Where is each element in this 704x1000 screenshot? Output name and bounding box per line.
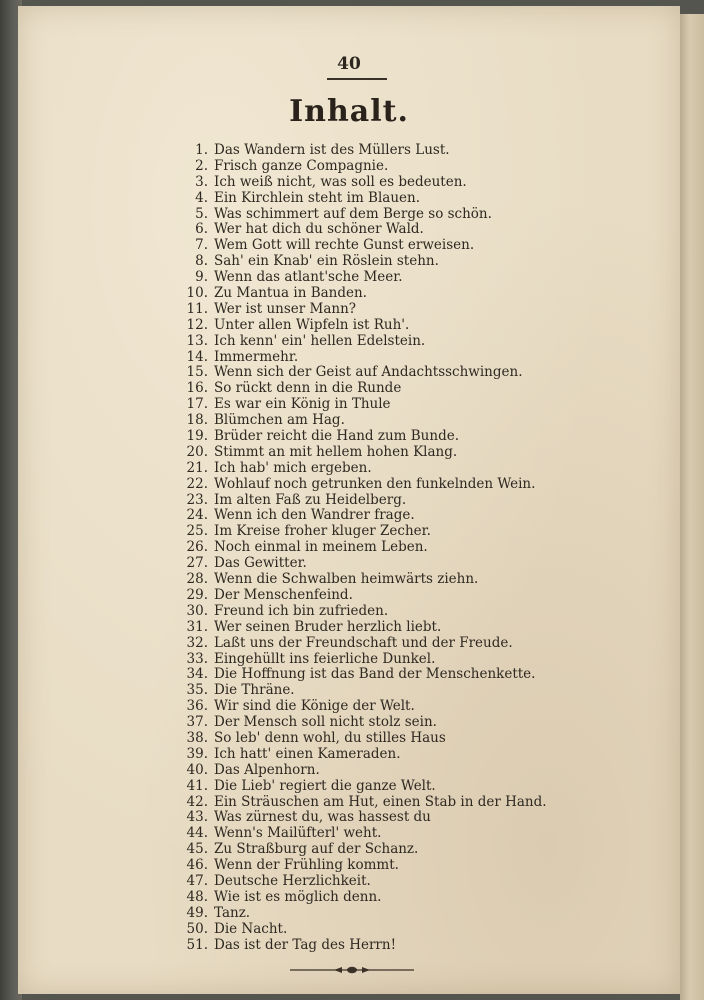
toc-entry-number: 10. — [186, 285, 208, 302]
toc-entry-title: Wer seinen Bruder herzlich liebt. — [214, 618, 442, 635]
book-page — [18, 6, 680, 994]
toc-entry-title: Es war ein König in Thule — [214, 396, 391, 413]
toc-entry-title: Laßt uns der Freundschaft und der Freude. — [214, 634, 513, 651]
toc-entry-title: Eingehüllt ins feierliche Dunkel. — [214, 650, 436, 667]
toc-entry — [166, 493, 646, 509]
decorative-ornament — [290, 964, 414, 976]
toc-entry-number: 23. — [186, 491, 208, 508]
toc-entry — [166, 477, 646, 493]
toc-entry-title: Ich weiß nicht, was soll es bedeuten. — [214, 173, 467, 190]
toc-entry-number: 17. — [186, 396, 208, 413]
page-number: 40 — [337, 54, 361, 74]
toc-entry-number: 40. — [186, 761, 208, 778]
toc-entry — [166, 350, 646, 366]
toc-entry-number: 26. — [186, 539, 208, 556]
toc-entry-number: 28. — [186, 571, 208, 588]
toc-entry-title: Wie ist es möglich denn. — [214, 888, 382, 905]
toc-entry-number: 39. — [186, 745, 208, 762]
toc-entry — [166, 779, 646, 795]
toc-entry-number: 30. — [186, 602, 208, 619]
toc-entry-title: Tanz. — [214, 904, 251, 921]
toc-entry-title: Wenn's Mailüfterl' weht. — [214, 825, 382, 842]
toc-entry-number: 24. — [186, 507, 208, 524]
toc-entry-number: 45. — [186, 841, 208, 858]
toc-entry-number: 2. — [195, 157, 208, 174]
toc-entry-title: Wem Gott will rechte Gunst erweisen. — [214, 237, 475, 254]
toc-entry-title: Das Alpenhorn. — [214, 761, 320, 778]
toc-entry-title: Immermehr. — [214, 348, 299, 365]
toc-entry — [166, 842, 646, 858]
toc-entry — [166, 922, 646, 938]
toc-entry — [166, 699, 646, 715]
toc-entry-title: Das Wandern ist des Müllers Lust. — [214, 142, 450, 158]
toc-entry-title: So leb' denn wohl, du stilles Haus — [214, 729, 446, 746]
toc-entry — [166, 826, 646, 842]
toc-entry-title: Die Lieb' regiert die ganze Welt. — [214, 777, 436, 794]
toc-entry — [166, 334, 646, 350]
toc-entry — [166, 413, 646, 429]
toc-entry-number: 21. — [186, 459, 208, 476]
toc-entry-number: 36. — [186, 698, 208, 715]
toc-entry-title: Was schimmert auf dem Berge so schön. — [214, 205, 492, 222]
toc-entry-number: 3. — [195, 173, 208, 190]
toc-entry — [166, 238, 646, 254]
toc-entry — [166, 302, 646, 318]
toc-entry-number: 6. — [195, 221, 208, 238]
toc-entry-number: 19. — [186, 428, 208, 445]
toc-entry — [166, 683, 646, 699]
toc-entry-number: 42. — [186, 793, 208, 810]
toc-entry-title: So rückt denn in die Runde — [214, 380, 402, 397]
toc-entry-number: 31. — [186, 618, 208, 635]
toc-entry — [166, 858, 646, 874]
toc-entry-number: 8. — [195, 253, 208, 270]
toc-entry-number: 29. — [186, 586, 208, 603]
toc-entry-number: 1. — [195, 142, 208, 158]
toc-entry-number: 43. — [186, 809, 208, 826]
toc-entry — [166, 445, 646, 461]
toc-entry-number: 13. — [186, 332, 208, 349]
toc-entry — [166, 874, 646, 890]
toc-entry-title: Brüder reicht die Hand zum Bunde. — [214, 428, 459, 445]
toc-entry — [166, 222, 646, 238]
toc-entry-number: 50. — [186, 920, 208, 937]
toc-entry-number: 15. — [186, 364, 208, 381]
toc-entry — [166, 270, 646, 286]
toc-entry-title: Unter allen Wipfeln ist Ruh'. — [214, 316, 410, 333]
toc-entry — [166, 318, 646, 334]
toc-entry-title: Wer hat dich du schöner Wald. — [214, 221, 424, 238]
toc-entry — [166, 572, 646, 588]
toc-entry-number: 20. — [186, 443, 208, 460]
toc-entry-title: Deutsche Herzlichkeit. — [214, 872, 371, 889]
toc-entry-title: Zu Straßburg auf der Schanz. — [214, 841, 419, 858]
toc-entry-title: Der Menschenfeind. — [214, 586, 353, 603]
toc-entry-number: 47. — [186, 872, 208, 889]
toc-entry-number: 49. — [186, 904, 208, 921]
toc-entry — [166, 588, 646, 604]
toc-entry-number: 16. — [186, 380, 208, 397]
table-of-contents — [166, 143, 646, 953]
toc-entry-title: Sah' ein Knab' ein Röslein stehn. — [214, 253, 439, 270]
toc-entry — [166, 175, 646, 191]
toc-entry-title: Im Kreise froher kluger Zecher. — [214, 523, 431, 540]
toc-entry-title: Zu Mantua in Banden. — [214, 285, 367, 302]
toc-entry-title: Die Hoffnung ist das Band der Menschenkette. — [214, 666, 536, 683]
toc-entry — [166, 620, 646, 636]
toc-entry — [166, 254, 646, 270]
toc-entry-title: Wenn das atlant'sche Meer. — [214, 269, 403, 286]
toc-entry-title: Blümchen am Hag. — [214, 412, 345, 429]
toc-entry — [166, 429, 646, 445]
toc-entry — [166, 715, 646, 731]
toc-entry-title: Ich hab' mich ergeben. — [214, 459, 372, 476]
toc-entry-number: 46. — [186, 857, 208, 874]
toc-entry — [166, 159, 646, 175]
toc-entry-number: 44. — [186, 825, 208, 842]
toc-entry-number: 37. — [186, 714, 208, 731]
toc-entry — [166, 890, 646, 906]
toc-entry-number: 25. — [186, 523, 208, 540]
toc-entry-title: Wohlauf noch getrunken den funkelnden Wein. — [214, 475, 536, 492]
toc-entry-title: Die Thräne. — [214, 682, 295, 699]
toc-entry-title: Ich hatt' einen Kameraden. — [214, 745, 401, 762]
toc-entry — [166, 508, 646, 524]
toc-entry-number: 14. — [186, 348, 208, 365]
toc-entry-number: 4. — [195, 189, 208, 206]
toc-entry-title: Im alten Faß zu Heidelberg. — [214, 491, 407, 508]
toc-entry-title: Der Mensch soll nicht stolz sein. — [214, 714, 437, 731]
toc-entry-number: 41. — [186, 777, 208, 794]
toc-entry-title: Stimmt an mit hellem hohen Klang. — [214, 443, 458, 460]
toc-entry — [166, 143, 646, 159]
toc-entry-title: Wer ist unser Mann? — [214, 300, 357, 317]
toc-entry — [166, 763, 646, 779]
toc-entry-number: 9. — [195, 269, 208, 286]
toc-entry-number: 33. — [186, 650, 208, 667]
toc-entry-number: 11. — [186, 300, 208, 317]
page-number-underline — [327, 78, 387, 80]
toc-entry — [166, 731, 646, 747]
toc-entry-title: Was zürnest du, was hassest du — [214, 809, 431, 826]
toc-entry-title: Ein Kirchlein steht im Blauen. — [214, 189, 421, 206]
toc-entry-title: Ein Sträuschen am Hut, einen Stab in der Hand. — [214, 793, 547, 810]
toc-entry-title: Freund ich bin zufrieden. — [214, 602, 389, 619]
toc-entry-number: 12. — [186, 316, 208, 333]
toc-entry — [166, 524, 646, 540]
toc-entry — [166, 652, 646, 668]
toc-entry-number: 27. — [186, 555, 208, 572]
toc-entry-title: Die Nacht. — [214, 920, 288, 937]
toc-entry — [166, 636, 646, 652]
toc-entry — [166, 556, 646, 572]
toc-entry-title: Das ist der Tag des Herrn! — [214, 936, 397, 953]
toc-entry-title: Wir sind die Könige der Welt. — [214, 698, 415, 715]
toc-entry — [166, 667, 646, 683]
toc-entry-number: 34. — [186, 666, 208, 683]
toc-entry — [166, 604, 646, 620]
toc-entry — [166, 795, 646, 811]
toc-entry-number: 51. — [186, 936, 208, 953]
toc-entry-number: 7. — [195, 237, 208, 254]
adjacent-page-edge — [680, 14, 704, 1000]
toc-entry-title: Ich kenn' ein' hellen Edelstein. — [214, 332, 426, 349]
toc-entry — [166, 207, 646, 223]
toc-entry — [166, 540, 646, 556]
toc-entry-number: 5. — [195, 205, 208, 222]
toc-entry — [166, 286, 646, 302]
toc-entry — [166, 397, 646, 413]
toc-entry-number: 35. — [186, 682, 208, 699]
toc-entry — [166, 461, 646, 477]
toc-entry — [166, 747, 646, 763]
toc-entry-number: 22. — [186, 475, 208, 492]
toc-entry-title: Das Gewitter. — [214, 555, 307, 572]
toc-entry — [166, 191, 646, 207]
toc-entry — [166, 381, 646, 397]
toc-entry-number: 38. — [186, 729, 208, 746]
toc-entry — [166, 810, 646, 826]
toc-entry-number: 32. — [186, 634, 208, 651]
toc-entry-number: 48. — [186, 888, 208, 905]
toc-entry — [166, 938, 646, 954]
toc-entry — [166, 365, 646, 381]
toc-entry-title: Frisch ganze Compagnie. — [214, 157, 389, 174]
page-title: Inhalt. — [289, 94, 409, 129]
toc-entry-title: Wenn sich der Geist auf Andachtsschwingen. — [214, 364, 523, 381]
toc-entry-title: Wenn ich den Wandrer frage. — [214, 507, 415, 524]
toc-entry-title: Wenn die Schwalben heimwärts ziehn. — [214, 571, 479, 588]
toc-entry-title: Wenn der Frühling kommt. — [214, 857, 399, 874]
toc-entry-title: Noch einmal in meinem Leben. — [214, 539, 428, 556]
toc-entry-number: 18. — [186, 412, 208, 429]
toc-entry — [166, 906, 646, 922]
